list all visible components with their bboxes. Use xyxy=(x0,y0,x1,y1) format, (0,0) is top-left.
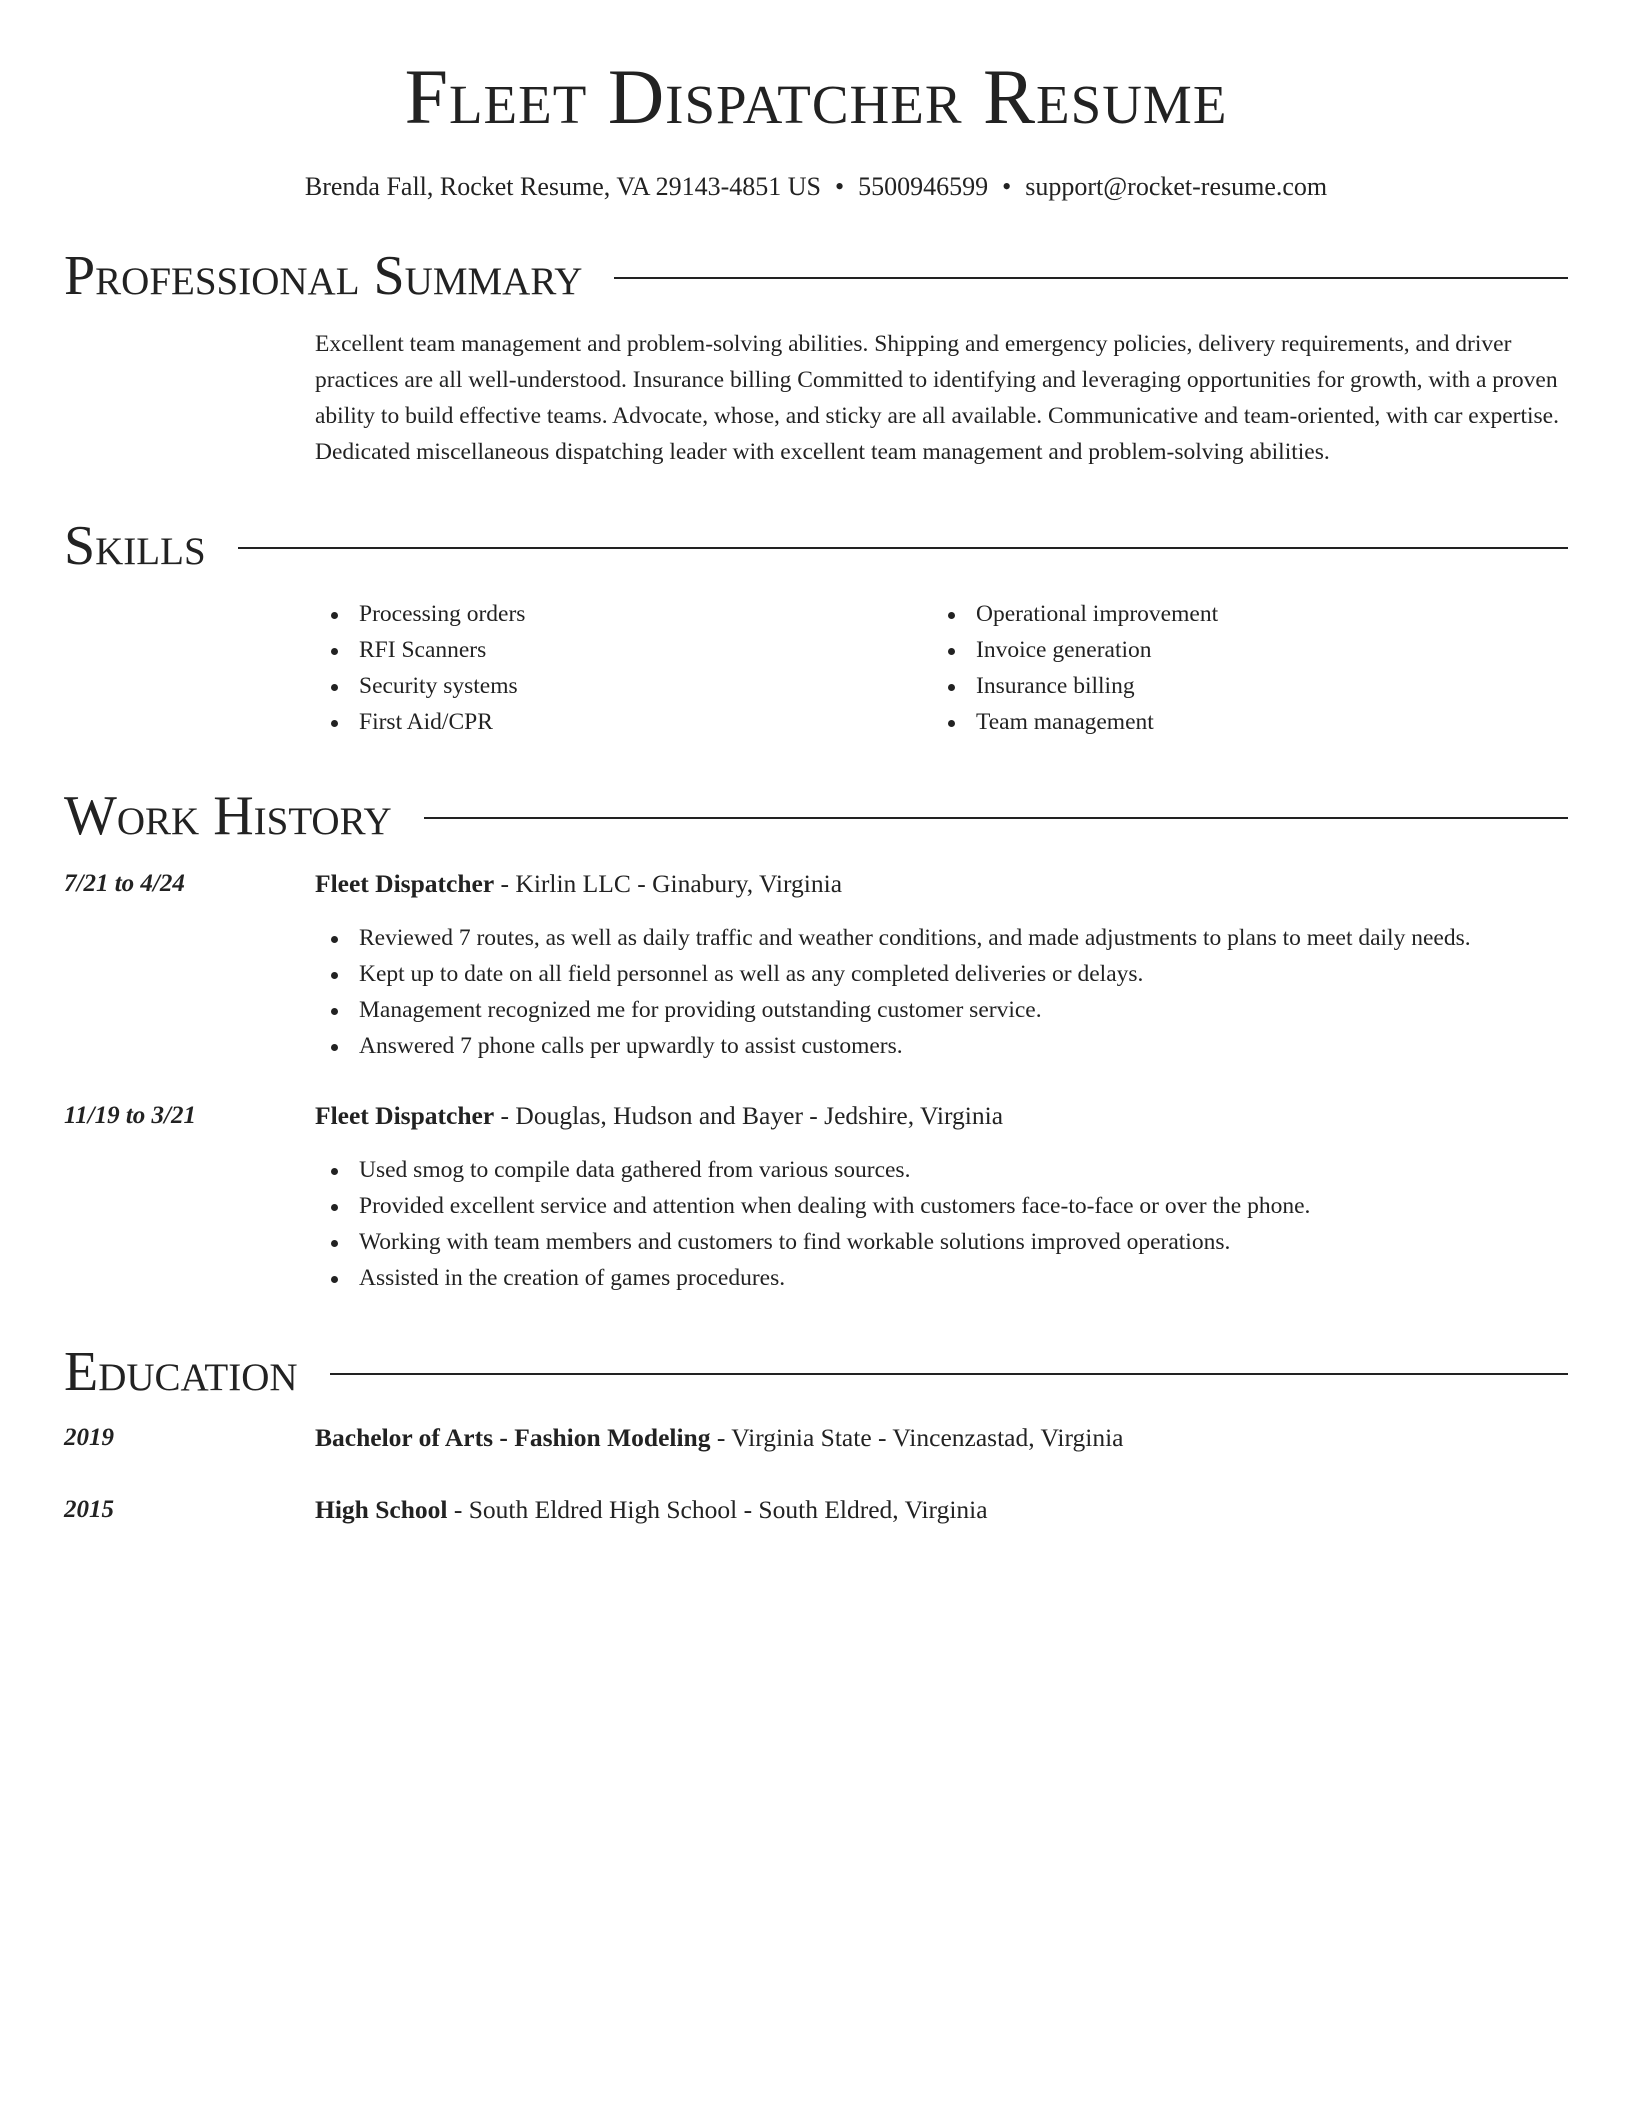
separator-dot: • xyxy=(835,172,845,201)
education-entry xyxy=(64,1492,1568,1528)
education-section-header xyxy=(64,1341,1568,1403)
job-bullets xyxy=(315,1152,1568,1296)
skills-list xyxy=(315,596,1568,740)
work-heading: Work History xyxy=(64,785,392,847)
list-item: Answered 7 phone calls per upwardly to assist customers. xyxy=(315,1028,1568,1064)
page-title: Fleet Dispatcher Resume xyxy=(404,53,1228,140)
list-item: Kept up to date on all field personnel as well as any completed deliveries or delays. xyxy=(315,956,1568,992)
job-details: - Kirlin LLC - Ginabury, Virginia xyxy=(494,869,843,898)
work-heading-line xyxy=(315,1098,1568,1134)
section-divider xyxy=(424,817,1568,819)
job-details: - Douglas, Hudson and Bayer - Jedshire, Virginia xyxy=(494,1101,1004,1130)
skill-item: Team management xyxy=(932,704,1549,740)
resume-page xyxy=(64,0,1568,1528)
job-bullets xyxy=(315,920,1568,1064)
work-heading-line xyxy=(315,866,1568,902)
section-divider xyxy=(614,277,1568,279)
skill-item: Processing orders xyxy=(315,596,932,632)
section-divider xyxy=(330,1373,1568,1375)
education-heading-line xyxy=(315,1492,1568,1528)
list-item: Used smog to compile data gathered from various sources. xyxy=(315,1152,1568,1188)
skill-item: Invoice generation xyxy=(932,632,1549,668)
work-entry xyxy=(64,1098,1568,1296)
contact-phone: 5500946599 xyxy=(858,172,989,201)
skills-heading: Skills xyxy=(64,515,206,577)
skill-item: Operational improvement xyxy=(932,596,1549,632)
list-item: Provided excellent service and attention when dealing with customers face-to-face or over the phone. xyxy=(315,1188,1568,1224)
list-item: Reviewed 7 routes, as well as daily traffic and weather conditions, and made adjustments to plans to meet daily needs. xyxy=(315,920,1568,956)
degree: High School xyxy=(315,1495,448,1524)
work-entry xyxy=(64,866,1568,1064)
school-details: - Virginia State - Vincenzastad, Virginia xyxy=(710,1423,1124,1452)
skills-column-right xyxy=(932,596,1549,740)
education-entry xyxy=(64,1420,1568,1456)
skills-column-left xyxy=(315,596,932,740)
contact-address: Brenda Fall, Rocket Resume, VA 29143-4851 US xyxy=(304,172,821,201)
summary-heading: Professional Summary xyxy=(64,245,583,307)
list-item: Working with team members and customers to find workable solutions improved operations. xyxy=(315,1224,1568,1260)
job-title: Fleet Dispatcher xyxy=(315,869,495,898)
skill-item: Security systems xyxy=(315,668,932,704)
skills-section-header xyxy=(64,515,1568,577)
contact-line xyxy=(64,174,1568,200)
skill-item: RFI Scanners xyxy=(315,632,932,668)
education-year: 2015 xyxy=(64,1496,114,1523)
job-title: Fleet Dispatcher xyxy=(315,1101,495,1130)
skill-item: First Aid/CPR xyxy=(315,704,932,740)
contact-email: support@rocket-resume.com xyxy=(1025,172,1328,201)
school-details: - South Eldred High School - South Eldred, Virginia xyxy=(447,1495,988,1524)
education-heading-line xyxy=(315,1420,1568,1456)
education-year: 2019 xyxy=(64,1424,114,1451)
summary-text: Excellent team management and problem-solving abilities. Shipping and emergency policies, delivery requirements, and driver practices are all well-understood. Insurance billing Committed to identifying and leveraging opportunities for growth, with a proven ability to build effective teams. Advocate, whose, and sticky are all available. Communicative and team-oriented, with car expertise. Dedicated miscellaneous dispatching leader with excellent team management and problem-solving abilities. xyxy=(315,331,1559,465)
list-item: Management recognized me for providing outstanding customer service. xyxy=(315,992,1568,1028)
work-dates: 7/21 to 4/24 xyxy=(64,870,185,897)
summary-section-header xyxy=(64,245,1568,307)
list-item: Assisted in the creation of games procedures. xyxy=(315,1260,1568,1296)
work-dates: 11/19 to 3/21 xyxy=(64,1102,196,1129)
education-heading: Education xyxy=(64,1341,298,1403)
skill-item: Insurance billing xyxy=(932,668,1549,704)
work-section-header xyxy=(64,785,1568,847)
section-divider xyxy=(238,547,1568,549)
degree: Bachelor of Arts - Fashion Modeling xyxy=(315,1423,711,1452)
separator-dot: • xyxy=(1002,172,1012,201)
